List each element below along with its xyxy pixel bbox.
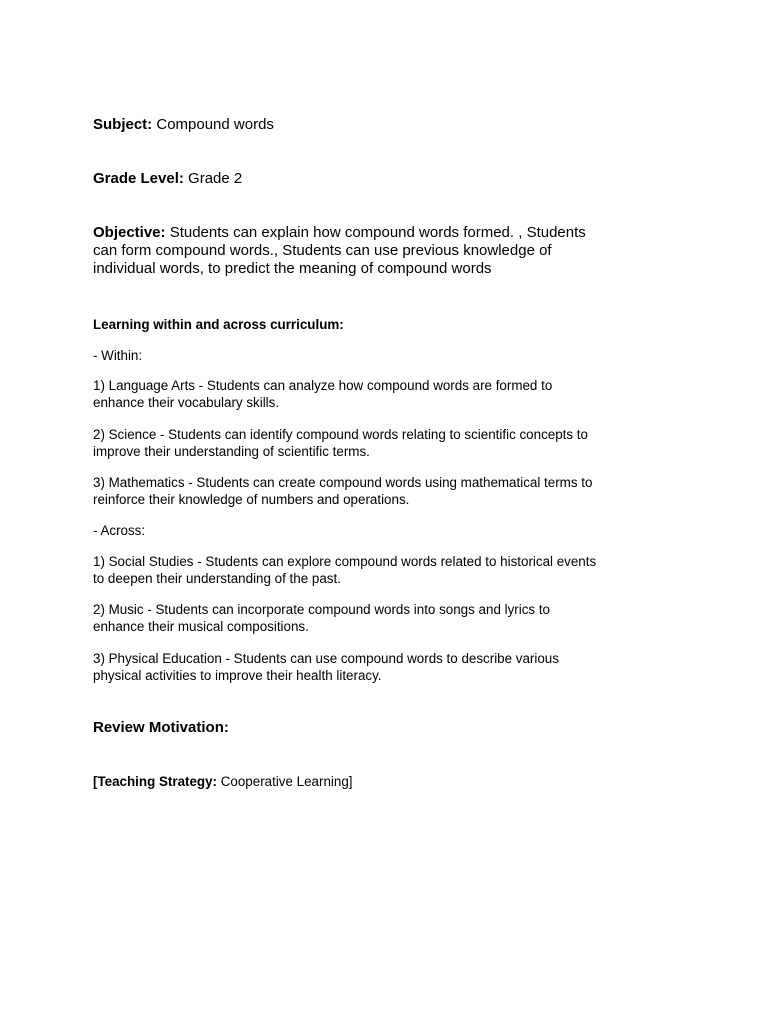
across-item-1: 1) Social Studies - Students can explore compound words related to historical events to deepen their understanding of the past. — [93, 554, 597, 586]
across-item-2: 2) Music - Students can incorporate compound words into songs and lyrics to enhance their musical compositions. — [93, 602, 550, 634]
objective-line-3: individual words, to predict the meaning of compound words — [93, 260, 492, 277]
grade-level-label: Grade Level: — [93, 170, 184, 187]
teaching-strategy-value: Cooperative Learning] — [217, 774, 353, 789]
objective-label: Objective: — [93, 224, 166, 241]
across-label: - Across: — [93, 523, 146, 538]
teaching-strategy-line — [93, 773, 353, 790]
objective-line-1: Objective: Students can explain how compound words formed. , Students — [93, 224, 586, 241]
objective-line-2: can form compound words., Students can use previous knowledge of — [93, 242, 552, 259]
curriculum-heading: Learning within and across curriculum: — [93, 317, 344, 332]
subject-label: Subject: — [93, 116, 153, 133]
objective-paragraph — [93, 224, 693, 278]
within-label: - Within: — [93, 348, 143, 363]
review-motivation-heading: Review Motivation: — [93, 719, 229, 736]
subject-value: Compound words — [152, 116, 274, 133]
subject-line — [93, 116, 274, 134]
within-item-3: 3) Mathematics - Students can create compound words using mathematical terms to reinforce their knowledge of numbers and operations. — [93, 475, 593, 507]
grade-level-value: Grade 2 — [183, 170, 243, 187]
teaching-strategy-label: [Teaching Strategy: — [93, 774, 218, 789]
grade-level-line — [93, 170, 242, 188]
within-item-1: 1) Language Arts - Students can analyze how compound words are formed to enhance their vocabulary skills. — [93, 378, 553, 410]
document-page — [93, 0, 693, 1024]
within-item-2: 2) Science - Students can identify compound words relating to scientific concepts to improve their understanding of scientific terms. — [93, 427, 588, 459]
across-item-3: 3) Physical Education - Students can use compound words to describe various physical activities to improve their health literacy. — [93, 651, 559, 683]
